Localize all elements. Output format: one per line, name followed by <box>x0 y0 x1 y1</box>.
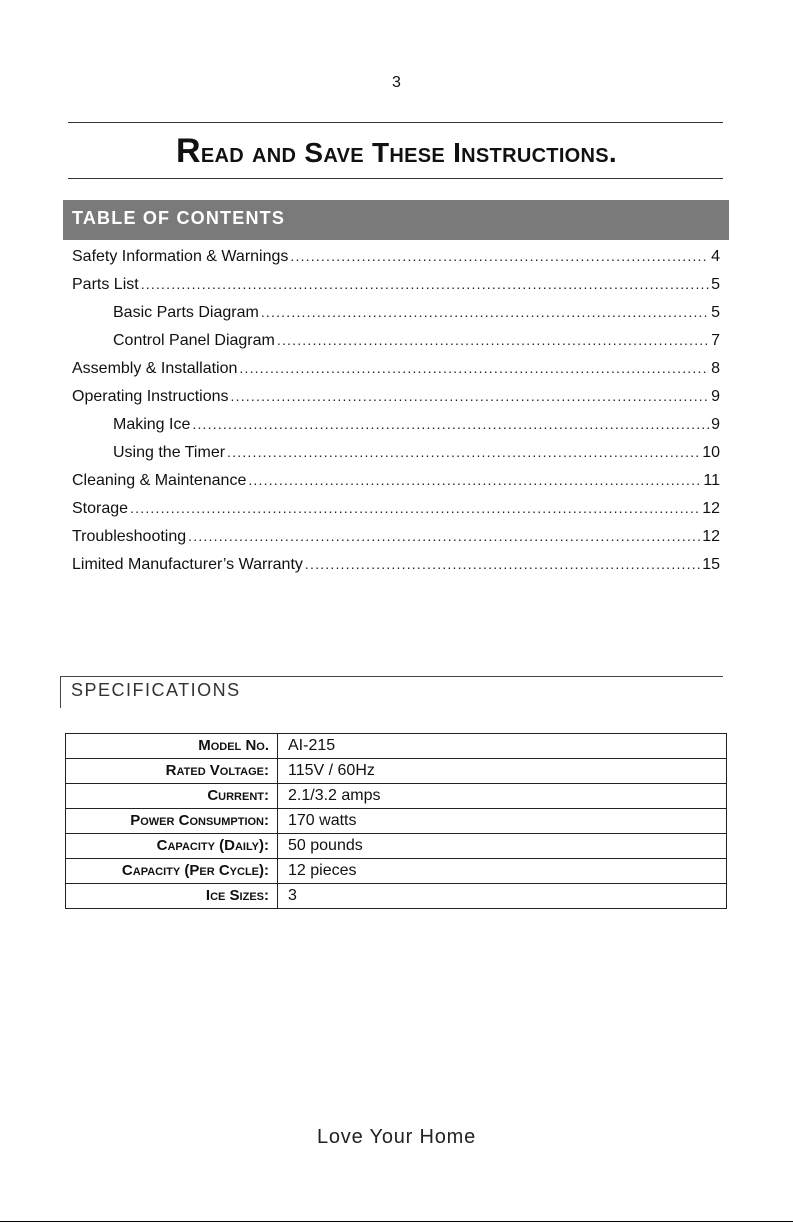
toc-entry-page: 15 <box>702 556 720 573</box>
toc-entry-title: Limited Manufacturer’s Warranty <box>72 556 303 573</box>
toc-entry[interactable] <box>72 522 720 550</box>
page-bottom-line <box>0 1221 793 1222</box>
toc-entry[interactable] <box>72 438 720 466</box>
spec-label: Capacity (Per Cycle): <box>66 859 278 884</box>
spec-value: AI-215 <box>278 734 727 759</box>
toc-entry[interactable] <box>72 410 720 438</box>
toc-entry-page: 9 <box>711 388 720 405</box>
toc-dot-leader <box>227 438 700 466</box>
toc-dot-leader <box>130 494 700 522</box>
toc-entry-title: Safety Information & Warnings <box>72 248 289 265</box>
toc-dot-leader <box>290 242 709 270</box>
toc-entry[interactable] <box>72 382 720 410</box>
table-of-contents <box>72 242 720 578</box>
toc-entry-title: Storage <box>72 500 129 517</box>
toc-entry[interactable] <box>72 550 720 578</box>
toc-entry-page: 8 <box>711 360 720 377</box>
spec-row <box>66 734 727 759</box>
page-headline: Read and Save These Instructions. <box>175 132 617 170</box>
toc-dot-leader <box>141 270 709 298</box>
toc-entry-title: Basic Parts Diagram <box>113 304 259 321</box>
spec-row <box>66 759 727 784</box>
toc-dot-leader <box>231 382 710 410</box>
spec-row <box>66 784 727 809</box>
toc-entry-page: 11 <box>703 472 720 489</box>
toc-entry-title: Making Ice <box>113 416 191 433</box>
toc-dot-leader <box>188 522 700 550</box>
toc-entry[interactable] <box>72 298 720 326</box>
spec-label: Power Consumption: <box>66 809 278 834</box>
spec-value: 115V / 60Hz <box>278 759 727 784</box>
toc-entry-page: 5 <box>711 276 720 293</box>
spec-heading-rule <box>60 676 723 677</box>
toc-entry[interactable] <box>72 466 720 494</box>
toc-entry-title: Operating Instructions <box>72 388 229 405</box>
spec-label: Model No. <box>66 734 278 759</box>
toc-entry-title: Control Panel Diagram <box>113 332 275 349</box>
toc-dot-leader <box>248 466 701 494</box>
toc-entry[interactable] <box>72 494 720 522</box>
spec-value: 2.1/3.2 amps <box>278 784 727 809</box>
toc-entry-page: 4 <box>711 248 720 265</box>
toc-entry[interactable] <box>72 270 720 298</box>
spec-row <box>66 809 727 834</box>
page-number: 3 <box>392 74 401 91</box>
toc-dot-leader <box>239 354 709 382</box>
toc-entry-page: 12 <box>702 500 720 517</box>
toc-entry-title: Using the Timer <box>113 444 226 461</box>
spec-value: 12 pieces <box>278 859 727 884</box>
toc-entry-page: 5 <box>711 304 720 321</box>
spec-table <box>65 733 727 909</box>
spec-label: Ice Sizes: <box>66 884 278 909</box>
footer-tagline: Love Your Home <box>316 1126 477 1148</box>
spec-label: Current: <box>66 784 278 809</box>
toc-dot-leader <box>261 298 709 326</box>
spec-label: Rated Voltage: <box>66 759 278 784</box>
toc-entry-page: 7 <box>711 332 720 349</box>
toc-entry-title: Assembly & Installation <box>72 360 238 377</box>
spec-value: 3 <box>278 884 727 909</box>
spec-label: Capacity (Daily): <box>66 834 278 859</box>
toc-entry-page: 12 <box>702 528 720 545</box>
spec-heading: SPECIFICATIONS <box>71 680 241 700</box>
spec-value: 170 watts <box>278 809 727 834</box>
toc-entry[interactable] <box>72 354 720 382</box>
spec-value: 50 pounds <box>278 834 727 859</box>
spec-row <box>66 834 727 859</box>
toc-entry-title: Cleaning & Maintenance <box>72 472 247 489</box>
spec-heading-edge <box>60 676 61 708</box>
spec-row <box>66 884 727 909</box>
toc-dot-leader <box>277 326 709 354</box>
spec-row <box>66 859 727 884</box>
toc-entry-page: 10 <box>702 444 720 461</box>
toc-entry-title: Troubleshooting <box>72 528 187 545</box>
toc-heading: TABLE OF CONTENTS <box>63 200 729 240</box>
toc-entry-title: Parts List <box>72 276 139 293</box>
headline-bottom-rule <box>68 178 723 179</box>
toc-entry[interactable] <box>72 326 720 354</box>
headline-top-rule <box>68 122 723 123</box>
toc-entry[interactable] <box>72 242 720 270</box>
toc-dot-leader <box>192 410 709 438</box>
toc-dot-leader <box>305 550 700 578</box>
toc-entry-page: 9 <box>711 416 720 433</box>
